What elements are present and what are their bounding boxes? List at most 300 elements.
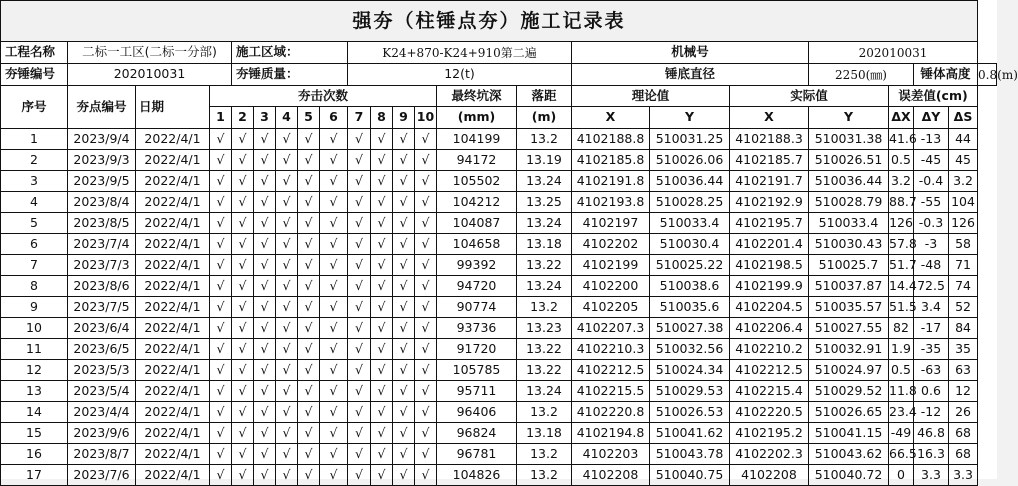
check-mark: √	[415, 465, 437, 486]
row-ds: 74	[949, 276, 978, 297]
row-theory-x: 4102205	[572, 297, 650, 318]
header-theory-x: X	[572, 107, 650, 129]
check-mark: √	[393, 255, 415, 276]
check-mark: √	[232, 423, 254, 444]
check-mark: √	[276, 318, 298, 339]
header-point-no: 夯点编号	[68, 86, 136, 129]
check-mark: √	[232, 444, 254, 465]
check-mark: √	[348, 150, 371, 171]
check-mark: √	[320, 129, 348, 150]
row-actual-x: 4102201.4	[730, 234, 809, 255]
check-mark: √	[415, 129, 437, 150]
check-mark: √	[393, 234, 415, 255]
row-seq: 9	[1, 297, 68, 318]
row-depth: 91720	[437, 339, 517, 360]
row-actual-y: 510035.57	[809, 297, 889, 318]
row-dy: -0.3	[914, 213, 949, 234]
row-depth: 94720	[437, 276, 517, 297]
row-theory-x: 4102188.8	[572, 129, 650, 150]
header-blow-2: 2	[232, 107, 254, 129]
table-row	[1, 444, 997, 465]
check-mark: √	[276, 465, 298, 486]
row-theory-x: 4102212.5	[572, 360, 650, 381]
row-date: 2022/4/1	[136, 150, 210, 171]
check-mark: √	[298, 444, 320, 465]
check-mark: √	[415, 318, 437, 339]
check-mark: √	[415, 192, 437, 213]
row-date: 2022/4/1	[136, 339, 210, 360]
check-mark: √	[210, 381, 232, 402]
check-mark: √	[276, 213, 298, 234]
row-seq: 7	[1, 255, 68, 276]
check-mark: √	[371, 213, 393, 234]
check-mark: √	[276, 234, 298, 255]
row-actual-x: 4102204.5	[730, 297, 809, 318]
row-ds: 68	[949, 444, 978, 465]
check-mark: √	[298, 381, 320, 402]
row-actual-x: 4102198.5	[730, 255, 809, 276]
row-theory-x: 4102215.5	[572, 381, 650, 402]
row-dx: 0.5	[889, 150, 914, 171]
check-mark: √	[210, 465, 232, 486]
check-mark: √	[298, 213, 320, 234]
row-seq: 5	[1, 213, 68, 234]
table-row	[1, 318, 997, 339]
row-theory-y: 510026.53	[650, 402, 730, 423]
check-mark: √	[298, 297, 320, 318]
row-dy: -63	[914, 360, 949, 381]
row-dy: 46.8	[914, 423, 949, 444]
row-theory-x: 4102220.8	[572, 402, 650, 423]
check-mark: √	[371, 234, 393, 255]
table-row	[1, 339, 997, 360]
check-mark: √	[254, 297, 276, 318]
row-point-no: 2023/4/4	[68, 402, 136, 423]
row-ds: 3.2	[949, 171, 978, 192]
machine-number: 202010031	[809, 42, 978, 64]
row-seq: 4	[1, 192, 68, 213]
check-mark: √	[298, 360, 320, 381]
row-theory-y: 510041.62	[650, 423, 730, 444]
row-ds: 3.3	[949, 465, 978, 486]
row-theory-y: 510035.6	[650, 297, 730, 318]
header-blow-7: 7	[348, 107, 371, 129]
check-mark: √	[393, 276, 415, 297]
check-mark: √	[371, 465, 393, 486]
check-mark: √	[254, 129, 276, 150]
check-mark: √	[210, 297, 232, 318]
row-theory-y: 510033.4	[650, 213, 730, 234]
check-mark: √	[210, 213, 232, 234]
row-dx: 41.6	[889, 129, 914, 150]
check-mark: √	[371, 360, 393, 381]
row-dx: 1.9	[889, 339, 914, 360]
check-mark: √	[232, 234, 254, 255]
row-drop: 13.18	[517, 423, 572, 444]
header-date: 日期	[136, 86, 210, 129]
check-mark: √	[393, 465, 415, 486]
row-actual-y: 510036.44	[809, 171, 889, 192]
check-mark: √	[276, 297, 298, 318]
check-mark: √	[348, 171, 371, 192]
row-actual-y: 510041.15	[809, 423, 889, 444]
header-actual: 实际值	[730, 86, 889, 107]
row-depth: 95711	[437, 381, 517, 402]
header-blow-5: 5	[298, 107, 320, 129]
check-mark: √	[254, 192, 276, 213]
check-mark: √	[276, 255, 298, 276]
row-point-no: 2023/7/3	[68, 255, 136, 276]
table-row	[1, 381, 997, 402]
check-mark: √	[371, 171, 393, 192]
check-mark: √	[254, 171, 276, 192]
check-mark: √	[210, 360, 232, 381]
area-label: 施工区域：	[232, 42, 348, 64]
check-mark: √	[393, 129, 415, 150]
row-actual-x: 4102206.4	[730, 318, 809, 339]
row-actual-x: 4102210.2	[730, 339, 809, 360]
row-seq: 8	[1, 276, 68, 297]
row-actual-y: 510026.51	[809, 150, 889, 171]
table-row	[1, 255, 997, 276]
check-mark: √	[371, 192, 393, 213]
row-theory-x: 4102191.8	[572, 171, 650, 192]
row-theory-y: 510030.4	[650, 234, 730, 255]
check-mark: √	[276, 192, 298, 213]
row-dy: 3.4	[914, 297, 949, 318]
row-depth: 104212	[437, 192, 517, 213]
row-actual-y: 510037.87	[809, 276, 889, 297]
row-actual-y: 510027.55	[809, 318, 889, 339]
table-row	[1, 213, 997, 234]
row-date: 2022/4/1	[136, 129, 210, 150]
row-point-no: 2023/8/6	[68, 276, 136, 297]
row-date: 2022/4/1	[136, 255, 210, 276]
check-mark: √	[348, 339, 371, 360]
row-actual-y: 510040.72	[809, 465, 889, 486]
check-mark: √	[348, 402, 371, 423]
row-theory-y: 510038.6	[650, 276, 730, 297]
header-blow-9: 9	[393, 107, 415, 129]
check-mark: √	[232, 339, 254, 360]
row-dy: -3	[914, 234, 949, 255]
check-mark: √	[320, 318, 348, 339]
row-drop: 13.24	[517, 276, 572, 297]
row-point-no: 2023/5/4	[68, 381, 136, 402]
check-mark: √	[298, 423, 320, 444]
check-mark: √	[276, 402, 298, 423]
row-drop: 13.2	[517, 129, 572, 150]
row-actual-y: 510031.38	[809, 129, 889, 150]
check-mark: √	[320, 381, 348, 402]
bottom-diameter: 2250(㎜)	[809, 64, 914, 86]
row-point-no: 2023/6/4	[68, 318, 136, 339]
row-drop: 13.24	[517, 381, 572, 402]
check-mark: √	[254, 255, 276, 276]
row-ds: 45	[949, 150, 978, 171]
check-mark: √	[393, 381, 415, 402]
row-seq: 11	[1, 339, 68, 360]
check-mark: √	[254, 213, 276, 234]
table-row	[1, 297, 997, 318]
row-theory-x: 4102193.8	[572, 192, 650, 213]
row-actual-x: 4102191.7	[730, 171, 809, 192]
check-mark: √	[276, 276, 298, 297]
row-date: 2022/4/1	[136, 192, 210, 213]
check-mark: √	[254, 150, 276, 171]
row-date: 2022/4/1	[136, 171, 210, 192]
row-drop: 13.19	[517, 150, 572, 171]
header-blow-3: 3	[254, 107, 276, 129]
check-mark: √	[348, 213, 371, 234]
row-dy: -45	[914, 150, 949, 171]
row-seq: 17	[1, 465, 68, 486]
row-depth: 104087	[437, 213, 517, 234]
check-mark: √	[415, 423, 437, 444]
check-mark: √	[232, 381, 254, 402]
row-actual-x: 4102199.9	[730, 276, 809, 297]
table-row	[1, 360, 997, 381]
check-mark: √	[320, 423, 348, 444]
check-mark: √	[210, 444, 232, 465]
row-dy: -48	[914, 255, 949, 276]
check-mark: √	[320, 297, 348, 318]
row-point-no: 2023/5/3	[68, 360, 136, 381]
row-ds: 12	[949, 381, 978, 402]
check-mark: √	[320, 171, 348, 192]
hammer-number-label: 夯锤编号	[1, 64, 68, 86]
check-mark: √	[232, 129, 254, 150]
check-mark: √	[232, 192, 254, 213]
row-drop: 13.24	[517, 171, 572, 192]
row-point-no: 2023/7/6	[68, 465, 136, 486]
row-actual-y: 510024.97	[809, 360, 889, 381]
row-theory-y: 510036.44	[650, 171, 730, 192]
row-theory-y: 510043.78	[650, 444, 730, 465]
header-depth-unit: (mm)	[437, 107, 517, 129]
row-drop: 13.22	[517, 255, 572, 276]
row-theory-y: 510024.34	[650, 360, 730, 381]
header-drop-unit: (m)	[517, 107, 572, 129]
check-mark: √	[393, 192, 415, 213]
check-mark: √	[393, 297, 415, 318]
hammer-height: 0.8(m)	[978, 64, 997, 86]
row-depth: 99392	[437, 255, 517, 276]
table-row	[1, 276, 997, 297]
row-actual-x: 4102188.3	[730, 129, 809, 150]
header-blows: 夯击次数	[210, 86, 437, 107]
row-actual-x: 4102202.3	[730, 444, 809, 465]
row-actual-y: 510029.52	[809, 381, 889, 402]
header-error: 误差值(cm)	[889, 86, 978, 107]
hammer-number: 202010031	[68, 64, 232, 86]
check-mark: √	[276, 444, 298, 465]
check-mark: √	[210, 255, 232, 276]
check-mark: √	[371, 423, 393, 444]
row-dy: 3.3	[914, 465, 949, 486]
row-dx: 57.8	[889, 234, 914, 255]
check-mark: √	[371, 318, 393, 339]
check-mark: √	[298, 276, 320, 297]
check-mark: √	[348, 318, 371, 339]
row-dx: 82	[889, 318, 914, 339]
row-theory-x: 4102210.3	[572, 339, 650, 360]
header-drop: 落距	[517, 86, 572, 107]
row-theory-x: 4102185.8	[572, 150, 650, 171]
check-mark: √	[371, 444, 393, 465]
check-mark: √	[276, 150, 298, 171]
row-point-no: 2023/8/5	[68, 213, 136, 234]
check-mark: √	[393, 318, 415, 339]
row-seq: 16	[1, 444, 68, 465]
check-mark: √	[232, 465, 254, 486]
hammer-height-label: 锤体高度	[914, 64, 978, 86]
check-mark: √	[210, 129, 232, 150]
check-mark: √	[320, 192, 348, 213]
check-mark: √	[348, 444, 371, 465]
row-theory-y: 510027.38	[650, 318, 730, 339]
check-mark: √	[415, 381, 437, 402]
row-theory-y: 510040.75	[650, 465, 730, 486]
row-date: 2022/4/1	[136, 213, 210, 234]
row-ds: 104	[949, 192, 978, 213]
row-seq: 3	[1, 171, 68, 192]
check-mark: √	[415, 360, 437, 381]
row-depth: 96781	[437, 444, 517, 465]
row-ds: 63	[949, 360, 978, 381]
table-row	[1, 465, 997, 486]
row-theory-x: 4102202	[572, 234, 650, 255]
row-seq: 15	[1, 423, 68, 444]
row-drop: 13.25	[517, 192, 572, 213]
row-actual-x: 4102185.7	[730, 150, 809, 171]
check-mark: √	[254, 465, 276, 486]
row-date: 2022/4/1	[136, 297, 210, 318]
row-dx: 0.5	[889, 360, 914, 381]
check-mark: √	[254, 381, 276, 402]
check-mark: √	[298, 255, 320, 276]
check-mark: √	[254, 234, 276, 255]
check-mark: √	[348, 129, 371, 150]
check-mark: √	[254, 339, 276, 360]
check-mark: √	[393, 171, 415, 192]
check-mark: √	[276, 129, 298, 150]
row-date: 2022/4/1	[136, 465, 210, 486]
project-name-label: 工程名称	[1, 42, 68, 64]
check-mark: √	[298, 465, 320, 486]
row-date: 2022/4/1	[136, 423, 210, 444]
row-actual-y: 510030.43	[809, 234, 889, 255]
check-mark: √	[415, 444, 437, 465]
header-depth: 最终坑深	[437, 86, 517, 107]
check-mark: √	[298, 192, 320, 213]
check-mark: √	[393, 423, 415, 444]
row-drop: 13.22	[517, 339, 572, 360]
check-mark: √	[371, 297, 393, 318]
row-ds: 71	[949, 255, 978, 276]
check-mark: √	[348, 255, 371, 276]
row-theory-x: 4102197	[572, 213, 650, 234]
row-ds: 35	[949, 339, 978, 360]
check-mark: √	[210, 192, 232, 213]
row-dy: 72.5	[914, 276, 949, 297]
row-theory-x: 4102194.8	[572, 423, 650, 444]
header-theory-y: Y	[650, 107, 730, 129]
row-actual-x: 4102212.5	[730, 360, 809, 381]
check-mark: √	[320, 213, 348, 234]
check-mark: √	[320, 444, 348, 465]
check-mark: √	[232, 213, 254, 234]
check-mark: √	[210, 234, 232, 255]
check-mark: √	[276, 339, 298, 360]
row-depth: 105785	[437, 360, 517, 381]
row-drop: 13.18	[517, 234, 572, 255]
check-mark: √	[320, 234, 348, 255]
row-dx: 0	[889, 465, 914, 486]
row-ds: 26	[949, 402, 978, 423]
check-mark: √	[232, 171, 254, 192]
check-mark: √	[415, 255, 437, 276]
check-mark: √	[232, 150, 254, 171]
row-depth: 93736	[437, 318, 517, 339]
check-mark: √	[393, 444, 415, 465]
row-depth: 94172	[437, 150, 517, 171]
row-depth: 105502	[437, 171, 517, 192]
hammer-mass: 12(t)	[348, 64, 572, 86]
check-mark: √	[210, 171, 232, 192]
row-point-no: 2023/9/5	[68, 171, 136, 192]
check-mark: √	[232, 255, 254, 276]
header-actual-x: X	[730, 107, 809, 129]
check-mark: √	[254, 276, 276, 297]
row-drop: 13.22	[517, 360, 572, 381]
check-mark: √	[415, 234, 437, 255]
header-actual-y: Y	[809, 107, 889, 129]
row-date: 2022/4/1	[136, 234, 210, 255]
check-mark: √	[298, 318, 320, 339]
check-mark: √	[348, 423, 371, 444]
page-title: 强夯（柱锤点夯）施工记录表	[1, 1, 978, 42]
row-point-no: 2023/8/4	[68, 192, 136, 213]
row-date: 2022/4/1	[136, 318, 210, 339]
row-actual-x: 4102220.5	[730, 402, 809, 423]
row-seq: 13	[1, 381, 68, 402]
project-name: 二标一工区(二标一分部)	[68, 42, 232, 64]
check-mark: √	[320, 360, 348, 381]
row-actual-y: 510032.91	[809, 339, 889, 360]
header-blow-1: 1	[210, 107, 232, 129]
check-mark: √	[371, 129, 393, 150]
row-drop: 13.2	[517, 297, 572, 318]
header-blow-4: 4	[276, 107, 298, 129]
row-dy: 16.3	[914, 444, 949, 465]
row-date: 2022/4/1	[136, 402, 210, 423]
row-date: 2022/4/1	[136, 444, 210, 465]
row-actual-x: 4102208	[730, 465, 809, 486]
area-value: K24+870-K24+910第二遍	[348, 42, 572, 64]
check-mark: √	[298, 402, 320, 423]
check-mark: √	[320, 255, 348, 276]
check-mark: √	[254, 402, 276, 423]
row-point-no: 2023/6/5	[68, 339, 136, 360]
row-theory-y: 510025.22	[650, 255, 730, 276]
check-mark: √	[232, 402, 254, 423]
row-date: 2022/4/1	[136, 360, 210, 381]
row-point-no: 2023/9/6	[68, 423, 136, 444]
row-drop: 13.2	[517, 465, 572, 486]
check-mark: √	[276, 360, 298, 381]
check-mark: √	[298, 129, 320, 150]
